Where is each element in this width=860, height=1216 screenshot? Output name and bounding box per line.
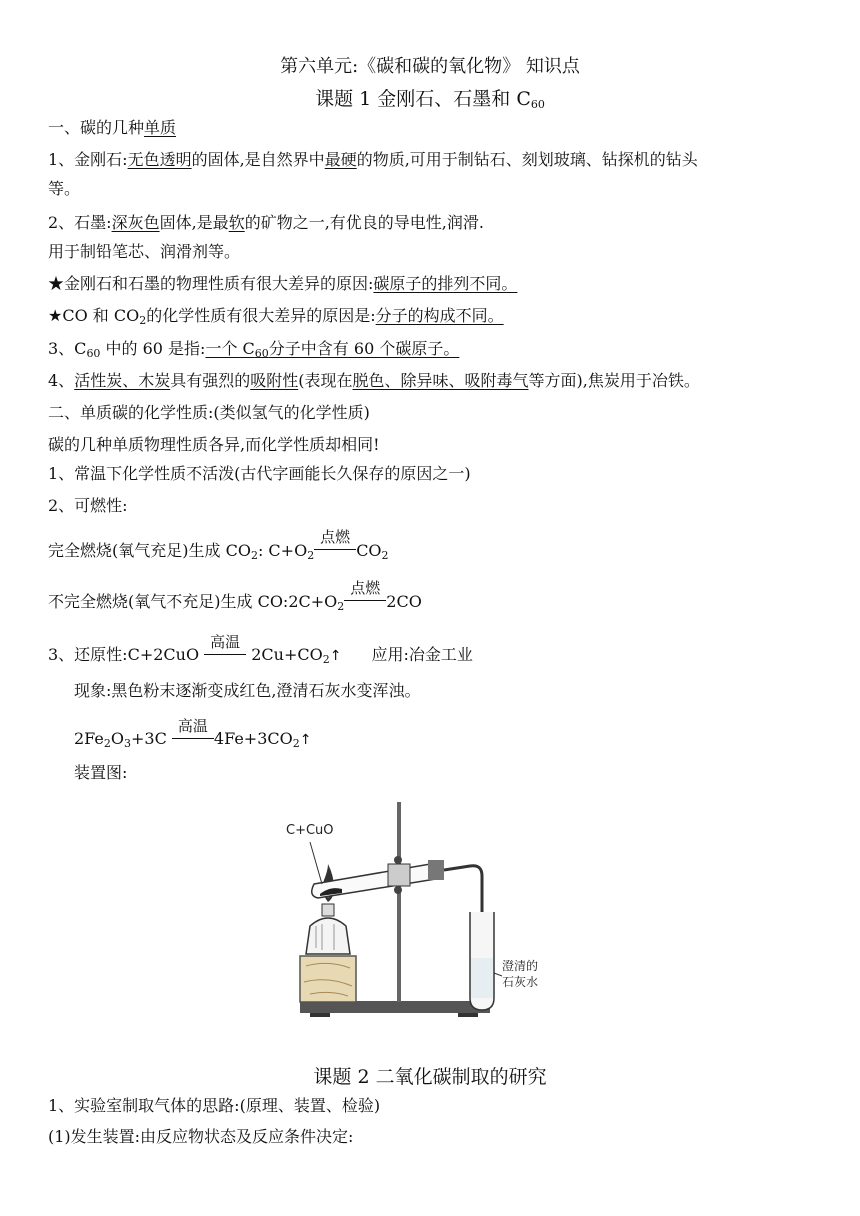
wooden-block	[300, 956, 356, 1002]
star-note-1: ★金刚石和石墨的物理性质有很大差异的原因:碳原子的排列不同。	[48, 274, 518, 293]
section2-heading: 二、单质碳的化学性质:(类似氢气的化学性质)	[48, 403, 370, 422]
page-title: 第六单元:《碳和碳的氧化物》 知识点	[280, 56, 580, 77]
stand-base	[300, 1001, 490, 1013]
stability-line: 1、常温下化学性质不活泼(古代字画能长久保存的原因之一)	[48, 464, 471, 483]
lesson2-line-2: (1)发生装置:由反应物状态及反应条件决定:	[48, 1127, 354, 1146]
iron-oxide-equation: $2Fe_2O_3+3C$ 高温 $4Fe+3CO_2↑$	[74, 717, 312, 750]
diamond-line-cont: 等。	[48, 179, 81, 198]
limewater-label-1: 澄清的	[502, 959, 539, 973]
c60-line: 3、$C_{60}$ 中的 60 是指:一个 $C_{60}$分子中含有 60 个碳原子。	[48, 339, 460, 360]
graphite-line: 2、石墨:深灰色固体,是最软的矿物之一,有优良的导电性,润滑.	[48, 213, 484, 232]
incomplete-combustion-equation: 不完全燃烧(氧气不充足)生成 $CO:2C+O_2$ 点燃 2CO	[48, 579, 422, 613]
apparatus-figure	[270, 798, 590, 1040]
section1-heading: 一、碳的几种单质	[48, 118, 177, 137]
phenomenon-line: 现象:黑色粉末逐渐变成红色,澄清石灰水变浑浊。	[74, 681, 421, 700]
section2-intro: 碳的几种单质物理性质各异,而化学性质却相同!	[48, 435, 380, 454]
device-label: 装置图:	[74, 763, 128, 782]
star-note-2: ★CO 和 $CO_2$的化学性质有很大差异的原因是:分子的构成不同。	[48, 306, 504, 327]
lesson2-line-1: 1、实验室制取气体的思路:(原理、装置、检验)	[48, 1096, 381, 1115]
reagent-label: C+CuO	[286, 823, 334, 838]
reduction-equation: 3、还原性:C+2CuO 高温 $2Cu+CO_2↑$ 应用:冶金工业	[48, 633, 473, 666]
limewater-label-2: 石灰水	[502, 975, 539, 989]
stand-rod	[397, 802, 401, 1002]
graphite-line-cont: 用于制铅笔芯、润滑剂等。	[48, 242, 241, 261]
complete-combustion-equation: 完全燃烧(氧气充足)生成 $CO_2$: $C+O_2$ 点燃 $CO_2$	[48, 528, 389, 562]
combustibility-line: 2、可燃性:	[48, 496, 128, 515]
lesson2-title: 课题 2 二氧化碳制取的研究	[313, 1066, 547, 1088]
activated-carbon-line: 4、活性炭、木炭具有强烈的吸附性(表现在脱色、除异味、吸附毒气等方面),焦炭用于冶铁。	[48, 371, 700, 390]
alcohol-lamp	[306, 918, 350, 954]
lesson1-title: 课题 1 金刚石、石墨和 $C_{60}$	[315, 88, 545, 111]
diamond-line: 1、金刚石:无色透明的固体,是自然界中最硬的物质,可用于制钻石、刻划玻璃、钻探机的钻头	[48, 150, 698, 169]
